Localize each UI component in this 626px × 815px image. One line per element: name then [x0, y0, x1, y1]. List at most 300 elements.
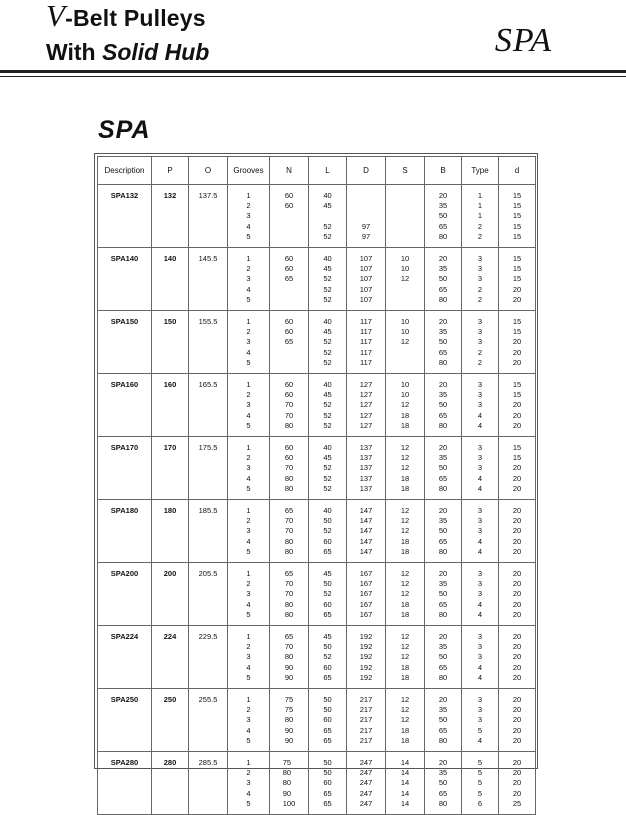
- cell-type: [462, 626, 499, 689]
- cell-value-stack: [323, 758, 331, 809]
- cell-n: [270, 752, 309, 815]
- cell-value: 20: [512, 337, 522, 347]
- cell-value: 20: [512, 294, 522, 304]
- cell-value: 20: [512, 632, 522, 641]
- cell-value-stack: [401, 758, 409, 809]
- cell-value: 20: [438, 254, 448, 263]
- cell-value-stack: [285, 569, 293, 620]
- cell-value: 2: [246, 390, 251, 400]
- cell-value-stack: [513, 443, 521, 494]
- cell-value: [401, 348, 409, 358]
- cell-value: 40: [323, 380, 332, 389]
- cell-value: 35: [438, 516, 448, 526]
- column-header-description: Description: [98, 157, 152, 185]
- cell-value: 20: [512, 735, 522, 745]
- cell-n: [270, 185, 309, 248]
- cell-value: [285, 211, 293, 221]
- cell-value: 60: [323, 536, 332, 546]
- cell-value: 3: [477, 506, 483, 515]
- cell-value-stack: [478, 317, 482, 368]
- cell-value: [362, 211, 370, 221]
- table-row: [98, 248, 536, 311]
- page-header: [0, 0, 626, 80]
- cell-value-stack: [513, 632, 521, 683]
- cell-description: SPA200: [98, 563, 152, 626]
- cell-value: 4: [246, 284, 251, 294]
- cell-o: 137.5: [189, 185, 228, 248]
- cell-value-stack: [323, 443, 331, 494]
- cell-value: 52: [323, 589, 332, 599]
- cell-value-stack: [478, 443, 482, 494]
- cell-value: 20: [512, 715, 522, 725]
- cell-b: [425, 563, 462, 626]
- cell-type: [462, 374, 499, 437]
- cell-value-stack: [323, 380, 331, 431]
- cell-value: 60: [284, 380, 294, 389]
- cell-value: 3: [477, 337, 483, 347]
- cell-value: 1: [246, 758, 251, 767]
- cell-value: 52: [323, 274, 332, 284]
- cell-description: SPA170: [98, 437, 152, 500]
- cell-value: 80: [284, 483, 294, 493]
- cell-value: 18: [400, 672, 410, 682]
- cell-value: 2: [246, 516, 251, 526]
- cell-value: 65: [284, 274, 294, 284]
- cell-value-stack: [513, 758, 521, 809]
- cell-value: 50: [323, 705, 332, 715]
- cell-value: 15: [512, 191, 522, 200]
- cell-b: [425, 500, 462, 563]
- cell-value: 20: [438, 506, 448, 515]
- cell-value-stack: [401, 380, 409, 431]
- cell-value: 80: [438, 483, 448, 493]
- cell-d-col: [347, 563, 386, 626]
- cell-value: 2: [477, 284, 483, 294]
- cell-value: 52: [323, 294, 332, 304]
- cell-value: 107: [359, 274, 373, 284]
- cell-value: 20: [512, 483, 522, 493]
- cell-value: 127: [359, 390, 373, 400]
- cell-value: 3: [246, 652, 251, 662]
- cell-value: 75: [282, 758, 292, 767]
- cell-value: 247: [359, 768, 373, 778]
- cell-grooves: [228, 752, 270, 815]
- cell-value-stack: [323, 569, 331, 620]
- cell-value: 35: [438, 327, 448, 337]
- cell-value: 80: [282, 778, 292, 788]
- cell-value: 5: [477, 788, 483, 798]
- cell-value: 107: [359, 254, 373, 263]
- cell-value-stack: [478, 191, 482, 242]
- cell-value: 50: [438, 778, 448, 788]
- cell-o: 175.5: [189, 437, 228, 500]
- cell-value: 167: [359, 589, 373, 599]
- cell-value-stack: [246, 569, 250, 620]
- cell-value: 20: [512, 506, 522, 515]
- cell-value: [362, 201, 370, 211]
- cell-value: 60: [323, 599, 332, 609]
- cell-value: 12: [400, 337, 410, 347]
- cell-type: [462, 437, 499, 500]
- cell-value-stack: [285, 254, 293, 305]
- cell-value: 20: [512, 516, 522, 526]
- cell-value-stack: [360, 317, 372, 368]
- cell-value: 18: [400, 536, 410, 546]
- cell-value: [285, 348, 293, 358]
- cell-l: [309, 374, 347, 437]
- cell-value: 2: [477, 294, 483, 304]
- cell-value: 15: [512, 201, 522, 211]
- cell-type: [462, 500, 499, 563]
- section-title: SPA: [98, 116, 151, 144]
- cell-value: 20: [438, 632, 448, 641]
- cell-value: 4: [477, 410, 483, 420]
- cell-value: 20: [512, 589, 522, 599]
- cell-value: 20: [512, 642, 522, 652]
- cell-value: 70: [284, 589, 294, 599]
- cell-value-stack: [401, 443, 409, 494]
- cell-value-stack: [401, 569, 409, 620]
- cell-value-stack: [439, 632, 447, 683]
- cell-value: 14: [400, 758, 410, 767]
- cell-value-stack: [360, 506, 373, 557]
- cell-value: 3: [477, 695, 483, 704]
- cell-value-stack: [360, 380, 373, 431]
- cell-value: 65: [323, 609, 332, 619]
- cell-value: 65: [438, 473, 448, 483]
- document-title-line2: [46, 38, 209, 66]
- cell-value: 35: [438, 768, 448, 778]
- cell-value: 127: [359, 410, 373, 420]
- cell-value: 80: [438, 798, 448, 808]
- cell-value: 2: [246, 453, 251, 463]
- cell-value: 45: [323, 453, 332, 463]
- column-header-b: B: [425, 157, 462, 185]
- cell-value: 20: [512, 705, 522, 715]
- cell-value: 3: [246, 463, 251, 473]
- cell-value: 3: [477, 516, 483, 526]
- cell-value-stack: [285, 443, 293, 494]
- cell-value: 75: [284, 705, 294, 715]
- cell-d: [499, 248, 536, 311]
- cell-value-stack: [323, 317, 331, 368]
- cell-value: 3: [246, 589, 251, 599]
- table-row: [98, 626, 536, 689]
- cell-o: 145.5: [189, 248, 228, 311]
- cell-value-stack: [439, 569, 447, 620]
- cell-value-stack: [401, 506, 409, 557]
- cell-value-stack: [323, 632, 331, 683]
- cell-d-col: [347, 311, 386, 374]
- cell-value: 107: [359, 284, 373, 294]
- cell-value: 10: [400, 264, 410, 274]
- cell-value: [285, 295, 293, 305]
- cell-value: 3: [477, 526, 483, 536]
- cell-p: 132: [152, 185, 189, 248]
- cell-value: 4: [477, 662, 483, 672]
- cell-value: 80: [284, 536, 294, 546]
- cell-value: 15: [512, 221, 522, 231]
- cell-b: [425, 248, 462, 311]
- cell-value: 70: [284, 463, 294, 473]
- cell-type: [462, 689, 499, 752]
- cell-value: 65: [438, 662, 448, 672]
- cell-value: 20: [438, 380, 448, 389]
- cell-s: [386, 248, 425, 311]
- cell-value: 12: [400, 274, 410, 284]
- cell-value: 5: [477, 758, 483, 767]
- cell-value: 50: [438, 715, 448, 725]
- title-with: With: [46, 39, 96, 65]
- cell-value-stack: [246, 506, 250, 557]
- cell-l: [309, 437, 347, 500]
- cell-l: [309, 311, 347, 374]
- cell-value: 3: [477, 317, 483, 326]
- cell-value-stack: [246, 758, 250, 809]
- cell-value-stack: [360, 695, 373, 746]
- cell-d: [499, 689, 536, 752]
- series-label: SPA: [494, 22, 552, 59]
- cell-value: [401, 285, 409, 295]
- cell-value-stack: [401, 254, 409, 305]
- cell-b: [425, 374, 462, 437]
- cell-value-stack: [246, 443, 250, 494]
- cell-d-col: [347, 248, 386, 311]
- cell-value: 12: [400, 463, 410, 473]
- cell-value-stack: [439, 317, 447, 368]
- cell-value-stack: [362, 191, 370, 242]
- cell-value: 52: [323, 526, 332, 536]
- cell-value: 137: [359, 463, 373, 473]
- spec-table: [97, 156, 536, 815]
- cell-value: 3: [477, 715, 483, 725]
- cell-value: 90: [282, 788, 292, 798]
- cell-o: 229.5: [189, 626, 228, 689]
- column-header-d-bore: D: [347, 157, 386, 185]
- cell-value: 4: [477, 599, 483, 609]
- cell-o: 165.5: [189, 374, 228, 437]
- cell-value: 4: [477, 672, 483, 682]
- cell-value: 1: [246, 695, 251, 704]
- cell-value: 50: [438, 274, 448, 284]
- table-header-row: [98, 157, 536, 185]
- cell-value: 127: [359, 380, 373, 389]
- cell-type: [462, 311, 499, 374]
- cell-s: [386, 752, 425, 815]
- cell-b: [425, 185, 462, 248]
- cell-value: 90: [284, 662, 294, 672]
- cell-value: 60: [323, 662, 332, 672]
- cell-value-stack: [285, 380, 293, 431]
- cell-value: 60: [323, 715, 332, 725]
- cell-value: 35: [438, 579, 448, 589]
- cell-value: 80: [284, 473, 294, 483]
- cell-value: 147: [359, 506, 373, 515]
- cell-value: 4: [477, 473, 483, 483]
- cell-value: 2: [246, 264, 251, 274]
- cell-value: 80: [284, 652, 294, 662]
- cell-value: 12: [400, 652, 410, 662]
- cell-value: 147: [359, 536, 373, 546]
- cell-value: 45: [323, 390, 332, 400]
- cell-value-stack: [401, 317, 409, 368]
- cell-d: [499, 752, 536, 815]
- cell-value: 5: [246, 231, 251, 241]
- cell-value: 90: [284, 725, 294, 735]
- cell-value: 65: [323, 798, 332, 808]
- cell-value-stack: [246, 632, 250, 683]
- cell-value: 10: [400, 317, 410, 326]
- cell-value: 247: [359, 758, 373, 767]
- cell-n: [270, 689, 309, 752]
- cell-value: 1: [246, 569, 251, 578]
- cell-value: 3: [246, 337, 251, 347]
- cell-value: 35: [438, 453, 448, 463]
- cell-value: 20: [512, 473, 522, 483]
- cell-value: 40: [323, 443, 332, 452]
- cell-value: 18: [400, 609, 410, 619]
- cell-value: 192: [359, 642, 373, 652]
- column-header-d: d: [499, 157, 536, 185]
- cell-value: 5: [246, 546, 251, 556]
- cell-p: 170: [152, 437, 189, 500]
- cell-value: 52: [323, 410, 332, 420]
- cell-value-stack: [246, 191, 250, 242]
- cell-d-col: [347, 500, 386, 563]
- cell-value: 52: [323, 337, 332, 347]
- cell-value: 3: [246, 400, 251, 410]
- cell-value-stack: [323, 506, 331, 557]
- cell-l: [309, 563, 347, 626]
- cell-value: 14: [400, 798, 410, 808]
- title-belt-pulleys: -Belt Pulleys: [65, 5, 206, 31]
- cell-value: 167: [359, 609, 373, 619]
- cell-value: 5: [477, 725, 483, 735]
- cell-value-stack: [478, 569, 482, 620]
- cell-b: [425, 311, 462, 374]
- cell-value: 6: [477, 798, 483, 808]
- cell-description: SPA280: [98, 752, 152, 815]
- cell-value: 20: [512, 536, 522, 546]
- cell-value: 45: [323, 327, 332, 337]
- cell-value: 4: [246, 788, 251, 798]
- cell-value: 3: [477, 380, 483, 389]
- cell-value-stack: [478, 254, 482, 305]
- cell-l: [309, 185, 347, 248]
- cell-value: 80: [284, 609, 294, 619]
- cell-value: 45: [323, 632, 332, 641]
- cell-value: 4: [246, 221, 251, 231]
- cell-value: 52: [323, 483, 332, 493]
- cell-value: 137: [359, 443, 373, 452]
- cell-value: 15: [512, 443, 522, 452]
- cell-l: [309, 500, 347, 563]
- cell-value: 65: [323, 788, 332, 798]
- cell-n: [270, 374, 309, 437]
- cell-s: [386, 563, 425, 626]
- cell-s: [386, 689, 425, 752]
- cell-value: 3: [477, 589, 483, 599]
- cell-value: 20: [512, 758, 522, 767]
- cell-value: 15: [512, 274, 522, 284]
- cell-value: 97: [361, 221, 371, 231]
- cell-value: 2: [246, 642, 251, 652]
- cell-value-stack: [513, 695, 521, 746]
- table-row: [98, 752, 536, 815]
- cell-value-stack: [513, 317, 521, 368]
- cell-description: SPA180: [98, 500, 152, 563]
- cell-value: 117: [360, 357, 372, 367]
- cell-value: 65: [438, 599, 448, 609]
- cell-value: 45: [323, 201, 332, 211]
- cell-s: [386, 626, 425, 689]
- cell-value-stack: [246, 254, 250, 305]
- cell-value: 65: [323, 672, 332, 682]
- cell-value: [362, 191, 370, 201]
- cell-d-col: [347, 374, 386, 437]
- cell-value: 20: [512, 695, 522, 704]
- cell-s: [386, 311, 425, 374]
- cell-value: 70: [284, 642, 294, 652]
- cell-value: 65: [284, 569, 294, 578]
- cell-value: 50: [323, 695, 332, 704]
- cell-value: 65: [438, 284, 448, 294]
- cell-value: 4: [477, 735, 483, 745]
- cell-value: 12: [400, 569, 410, 578]
- cell-o: 185.5: [189, 500, 228, 563]
- cell-description: SPA150: [98, 311, 152, 374]
- cell-value: 12: [400, 443, 410, 452]
- cell-value: 80: [438, 294, 448, 304]
- cell-value: 1: [246, 443, 251, 452]
- cell-value: 192: [359, 672, 373, 682]
- cell-value: 2: [246, 201, 251, 211]
- cell-value: 3: [477, 579, 483, 589]
- cell-value-stack: [246, 380, 250, 431]
- cell-value-stack: [478, 695, 482, 746]
- cell-value: 3: [246, 211, 251, 221]
- cell-value: 20: [438, 443, 448, 452]
- cell-value: 50: [438, 589, 448, 599]
- cell-n: [270, 626, 309, 689]
- cell-value: 50: [323, 579, 332, 589]
- cell-value: 1: [246, 254, 251, 263]
- cell-value: 2: [477, 231, 483, 241]
- cell-value-stack: [246, 317, 250, 368]
- header-rule-thin: [0, 76, 626, 77]
- cell-value: 70: [284, 400, 294, 410]
- cell-value: 52: [323, 284, 332, 294]
- cell-value: 18: [400, 546, 410, 556]
- cell-value: 52: [323, 400, 332, 410]
- cell-value: 20: [512, 400, 522, 410]
- cell-value: 20: [512, 788, 522, 798]
- cell-value: 60: [284, 453, 294, 463]
- cell-value: 14: [400, 768, 410, 778]
- cell-value: 50: [323, 768, 332, 778]
- cell-value: 1: [246, 632, 251, 641]
- cell-value-stack: [439, 191, 447, 242]
- cell-value: 147: [359, 516, 373, 526]
- cell-value: 3: [246, 715, 251, 725]
- cell-value: [285, 285, 293, 295]
- column-header-grooves: Grooves: [228, 157, 270, 185]
- cell-l: [309, 689, 347, 752]
- cell-d-col: [347, 185, 386, 248]
- cell-value: [285, 232, 293, 242]
- column-header-o: O: [189, 157, 228, 185]
- cell-value: 20: [512, 778, 522, 788]
